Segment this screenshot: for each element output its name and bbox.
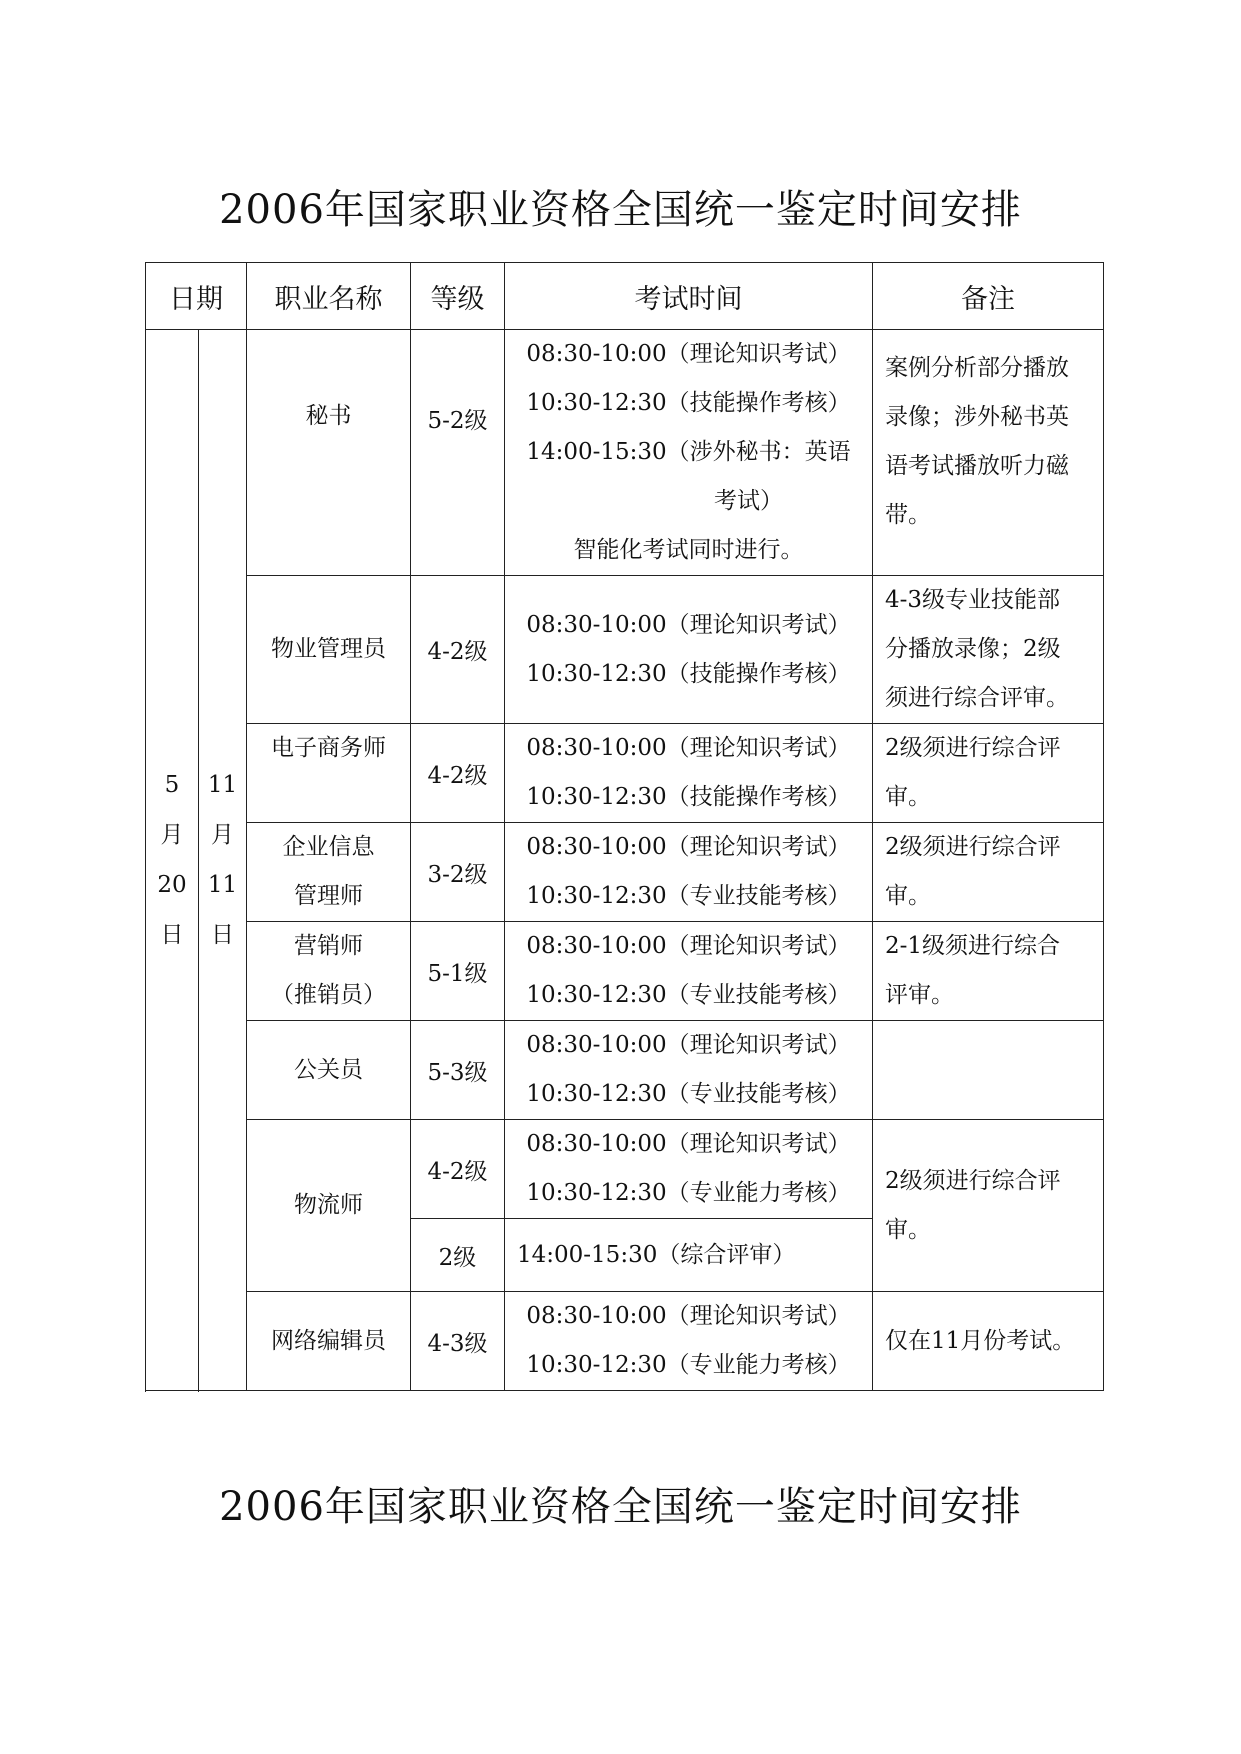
schedule-table — [145, 262, 1104, 1391]
header-time: 考试时间 — [505, 263, 873, 330]
table-row — [146, 823, 1104, 922]
occupation-name: 秘书 — [247, 330, 411, 576]
exam-times: 08:30-10:00（理论知识考试） 10:30-12:30（技能操作考核） 14:00-15:30（涉外秘书：英语 考试） 智能化考试同时进行。 — [505, 330, 873, 576]
header-date: 日期 — [146, 263, 247, 330]
remark: 4-3级专业技能部 分播放录像；2级 须进行综合评审。 — [873, 576, 1104, 724]
table-row — [146, 922, 1104, 1021]
occupation-name: 物业管理员 — [247, 576, 411, 724]
exam-times: 08:30-10:00（理论知识考试） 10:30-12:30（专业技能考核） — [505, 1021, 873, 1120]
exam-times: 08:30-10:00（理论知识考试） 10:30-12:30（专业能力考核） — [505, 1292, 873, 1391]
page-title: 2006年国家职业资格全国统一鉴定时间安排 — [219, 187, 1022, 233]
table-row — [146, 576, 1104, 724]
table-row — [146, 1120, 1104, 1219]
occupation-level: 4-2级 — [411, 576, 505, 724]
date-nov: 11 月 11 日 — [199, 330, 247, 1391]
remark: 2-1级须进行综合 评审。 — [873, 922, 1104, 1021]
exam-times: 08:30-10:00（理论知识考试） 10:30-12:30（技能操作考核） — [505, 724, 873, 823]
occupation-name: 物流师 — [247, 1120, 411, 1292]
remark: 2级须进行综合评 审。 — [873, 1120, 1104, 1292]
occupation-level: 4-2级 — [411, 724, 505, 823]
table-row — [146, 330, 1104, 576]
occupation-level: 2级 — [411, 1219, 505, 1292]
table-row — [146, 1021, 1104, 1120]
remark — [873, 1021, 1104, 1120]
remark: 案例分析部分播放 录像；涉外秘书英 语考试播放听力磁 带。 — [873, 330, 1104, 576]
header-name: 职业名称 — [247, 263, 411, 330]
occupation-level: 4-2级 — [411, 1120, 505, 1219]
occupation-name: 公关员 — [247, 1021, 411, 1120]
exam-times: 08:30-10:00（理论知识考试） 10:30-12:30（专业技能考核） — [505, 922, 873, 1021]
header-note: 备注 — [873, 263, 1104, 330]
occupation-name: 营销师 （推销员） — [247, 922, 411, 1021]
exam-times: 08:30-10:00（理论知识考试） 10:30-12:30（专业技能考核） — [505, 823, 873, 922]
remark: 2级须进行综合评 审。 — [873, 724, 1104, 823]
occupation-level: 5-2级 — [411, 330, 505, 576]
occupation-level: 5-1级 — [411, 922, 505, 1021]
page-title-repeat: 2006年国家职业资格全国统一鉴定时间安排 — [219, 1484, 1022, 1530]
remark: 2级须进行综合评 审。 — [873, 823, 1104, 922]
table-row — [146, 724, 1104, 823]
exam-times: 08:30-10:00（理论知识考试） 10:30-12:30（专业能力考核） — [505, 1120, 873, 1219]
occupation-level: 4-3级 — [411, 1292, 505, 1391]
remark: 仅在11月份考试。 — [873, 1292, 1104, 1391]
exam-times: 08:30-10:00（理论知识考试） 10:30-12:30（技能操作考核） — [505, 576, 873, 724]
table-row — [146, 1292, 1104, 1391]
table-header-row — [146, 263, 1104, 330]
occupation-name: 网络编辑员 — [247, 1292, 411, 1391]
occupation-name: 电子商务师 — [247, 724, 411, 823]
occupation-level: 3-2级 — [411, 823, 505, 922]
occupation-level: 5-3级 — [411, 1021, 505, 1120]
occupation-name: 企业信息 管理师 — [247, 823, 411, 922]
exam-times: 14:00-15:30（综合评审） — [505, 1219, 873, 1292]
date-may: 5 月 20 日 — [146, 330, 199, 1391]
header-level: 等级 — [411, 263, 505, 330]
